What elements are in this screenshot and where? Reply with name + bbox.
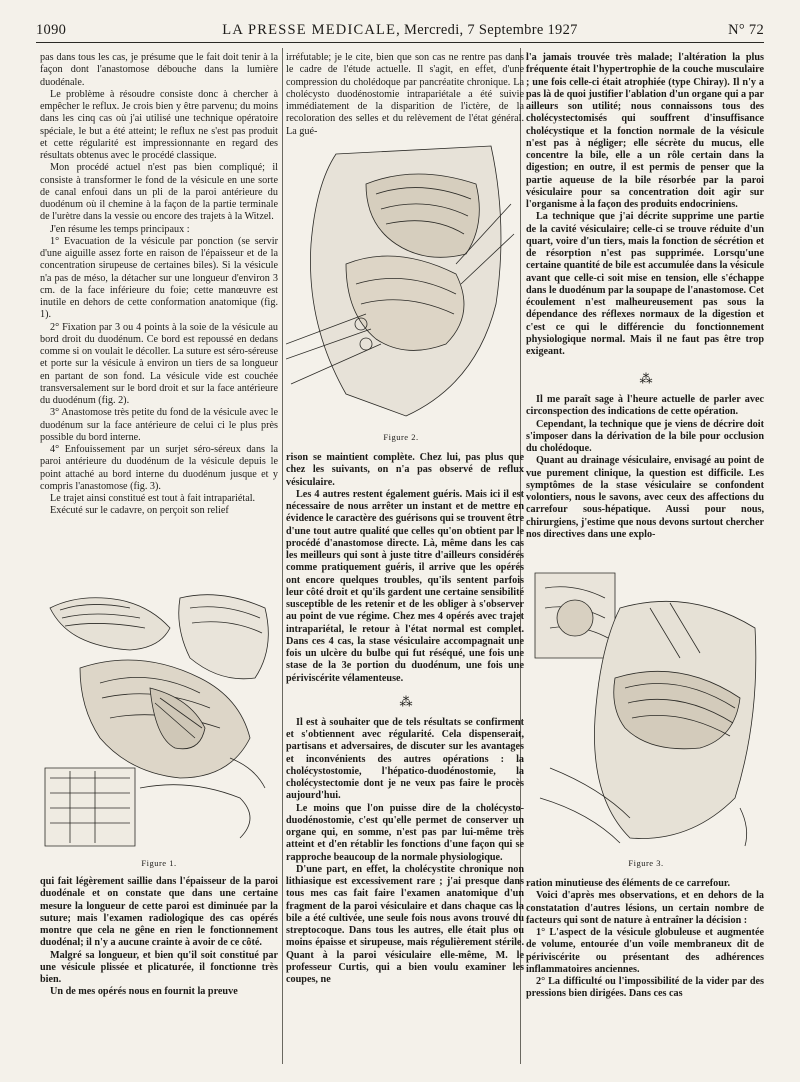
paragraph: ration minutieuse des éléments de ce carrefour. <box>526 878 730 889</box>
paragraph: pas dans tous les cas, je présume que le fait doit tenir à la façon dont l'anastomose débouche dans la lumière duodénale. <box>40 52 278 88</box>
paragraph: Le moins que l'on puisse dire de la cholécysto-duodénostomie, c'est qu'elle permet de conserver un organe qui, en somme, n'est pas par lui-même très atteint et d'en rétablir les fonctions d'une façon qui se rapproche beaucoup de la normale physiologique. <box>286 802 524 863</box>
paragraph: La technique que j'ai décrite supprime une partie de la cavité vésiculaire; celle-ci se trouve réduite d'un quart, voire d'un tiers, mais la fonction de sécrétion et de résorption n'est pas supprimée. Lorsqu'une certaine quantité de bile est accumulée dans la vésicule avant que celle-ci soit mise en tension, elle s'échappe dans le duodénum par la soupape de l'anastomose. Cet écoulement n'est malheureusement pas sous la dépendance des réflexes normaux de la digestion et c'est ce qui le différencie du fonctionnement physiologique normal. Mais il ne faut pas être trop exigeant. <box>526 211 764 357</box>
column-3-separator <box>526 370 764 390</box>
paragraph: 3° Anastomose très petite du fond de la vésicule avec le duodénum sur la face antérieure de celui ci le plus près possible du bord interne. <box>40 407 278 443</box>
running-header <box>36 18 764 40</box>
paragraph: 2° Fixation par 3 ou 4 points à la soie de la vésicule au bord droit du duodénum. Ce bord est repoussé en dedans comme si on voulait le décoller. La suture est séro-séreuse et porte sur la vésicule à environ un tiers de sa longueur en partant de son fond. La vésicule vide est couchée transversalement sur le bord droit et sur la face antérieure du duodénum (fig. 2). <box>40 321 278 406</box>
issue-date: , Mercredi, 7 Septembre 1927 <box>396 22 578 38</box>
paragraph: Il est à souhaiter que de tels résultats se confirment et s'obtiennent avec régularité. Cela dispenserait, partisans et adversaires, de discuter sur les avantages et inconvénients des autres opérations : la cholécystostomie, l'hépatico-duodénostomie, la cholécystectomie dont je ne veux pas faire le procès aujourd'hui. <box>286 716 524 802</box>
journal-title: LA PRESSE MEDICALE <box>222 22 397 38</box>
paragraph: Il me paraît sage à l'heure actuelle de parler avec circonspection des indications de cette opération. <box>526 394 764 418</box>
paragraph: irréfutable; je le cite, bien que son cas ne rentre pas dans le cadre de l'étude actuelle. Il s'agit, en effet, d'une compression du cholédoque par pancréatite chronique. La cholécysto duodénostomie intrapariétale a été suivie immédiatement de la disparition de l'ictère, de la recoloration des selles et du relèvement de l'état général. La gué- <box>286 52 524 137</box>
figure-1-illustration <box>40 588 278 850</box>
column-3-top-text <box>526 52 764 368</box>
paragraph: Malgré sa longueur, et bien qu'il soit constitué par une vésicule plissée et plicaturée, il fonctionne très bien. <box>40 949 278 985</box>
section-separator: ⁂ <box>399 693 411 709</box>
paragraph: 1° Evacuation de la vésicule par ponction (se servir d'une aiguille assez forte en raison de l'épaisseur et de la concentration sirupeuse de certaines biles). Si la vésicule n'a pas de méso, la détacher sur une longueur d'environ 3 cm. de la face inférieure du foie; cette manœuvre est inutile en dehors de cette conformation anatomique (fig. 1). <box>40 235 278 321</box>
figure-2-illustration <box>286 144 516 426</box>
paragraph: qui fait légèrement saillie dans l'épaisseur de la paroi duodénale et on constate que dans une certaine mesure la longueur de cette paroi est diminuée par la suture; mais l'examen radiologique des cas opérés montre que cela ne gêne en rien le fonctionnement duodénal; il n'y a aucune crainte à avoir de ce côté. <box>40 876 278 949</box>
column-2-bottom-text <box>286 452 524 1072</box>
paragraph: l'a jamais trouvée très malade; l'altération la plus fréquente était l'hypertrophie de la couche musculaire ; une fois celle-ci était atrophiée (type Chiray). Il n'y a pas là de quoi justifier l'ablation d'un organe qui a par ailleurs son utilité; nous connaissons tous des cholécystectomisés qui souffrent d'insuffisance cholécystique et la fonction normale de la vésicule n'est pas à négliger; elle sécrète du mucus, elle concentre la bile, elle a un rôle certain dans la digestion; en outre, il est permis de penser que la partie aqueuse de la bile résorbée par la paroi vésiculaire pour sa concentration doit agir sur l'organisme à la façon des produits endocriniens. <box>526 52 764 210</box>
paragraph: Quant au drainage vésiculaire, envisagé au point de vue purement clinique, la question est difficile. Les symptômes de la stase vésiculaire se confondent volontiers, nous le savons, avec ceux des affections du carrefour sous-hépatique. Aussi pour nous, chirurgiens, j'estime que nous devons surtout chercher nos directives dans une explo- <box>526 455 764 540</box>
column-1-bottom-text <box>40 876 278 1071</box>
paragraph: 4° Enfouissement par un surjet séro-séreux dans la paroi antérieure du duodénum de la vésicule depuis le point attaché au bord interne du duodénum jusque et y compris l'anastomose (fig. 3). <box>40 444 278 492</box>
page-number: 1090 <box>36 22 67 38</box>
column-2-top-text <box>286 52 524 142</box>
figure-1-caption: Figure 1. <box>141 858 177 868</box>
paragraph: D'une part, en effet, la cholécystite chronique non lithiasique est excessivement rare ; j'ai presque dans tous mes cas fait faire l'examen anatomique d'un fragment de la paroi vésiculaire et dans chaque cas la bile a été cultivée, une seule fois nous avons trouvé du streptocoque. Dans tous les autres, elle était plus ou moins épaisse et sirupeuse, mais régulièrement stérile. Quant à la paroi vésiculaire elle-même, M. le professeur Curtis, qui a bien voulu examiner les coupes, ne <box>286 863 524 985</box>
paragraph: Mon procédé actuel n'est pas bien compliqué; il consiste à transformer le fond de la vésicule en une sorte de canal enfoui dans un pli de la paroi antérieure du duodénum où il chemine à la façon de la partie terminale de l'urètre dans la vessie ou encore des trajets à la Witzel. <box>40 162 278 223</box>
figure-2-caption: Figure 2. <box>383 432 419 442</box>
column-3-bottom-text <box>526 878 764 1072</box>
issue-number: N° 72 <box>728 22 764 38</box>
column-1-text <box>40 52 278 587</box>
paragraph: Le trajet ainsi constitué est tout à fait intrapariétal. <box>50 493 256 504</box>
paragraph: Un de mes opérés nous en fournit la preuve <box>50 986 238 998</box>
figure-3-caption: Figure 3. <box>628 858 664 868</box>
paragraph: 2° La difficulté ou l'impossibilité de la vider par des pressions bien dirigées. Dans ces cas <box>526 976 764 1000</box>
paragraph: Cependant, la technique que je viens de décrire doit s'imposer dans la dérivation de la bile pour occlusion du cholédoque. <box>526 418 764 454</box>
figure-3-illustration <box>530 568 762 850</box>
paragraph: Les 4 autres restent également guéris. Mais ici il est nécessaire de nous arrêter un instant et de mettre en évidence le caractère des guérisons qui se trouvent être d'une tout autre qualité que celles qu'on obtient par le procédé d'anastomose directe. Là, même dans les cas les meilleurs qui sont à juste titre d'ailleurs considérés comme pratiquement guéris, il arrive que les opérés ont encore quelques troubles, qu'ils sentent parfois leur côté droit et qu'ils gardent une certaine sensibilité susceptible de les retenir et de les obliger à s'observer au point de vue régime. Chez mes 4 opérés avec trajet intrapariétal, le retour à l'état normal est complet. Dans ces 4 cas, la stase vésiculaire accompagnait une fois un ulcère du bulbe qui fut réséqué, une fois une stase de la 3e portion du duodénum, une fois une périviscérite vélamenteuse. <box>286 488 524 684</box>
header-rule <box>36 42 764 43</box>
paragraph: Le problème à résoudre consiste donc à chercher à empêcher le reflux. Je crois bien y être parvenu; du moins dans les cinq cas où j'ai utilisé une technique opératoire spéciale, le but a été atteint; le reflux ne s'est pas produit et cette régularité est impressionnante en regard des résultats obtenus avec le procédé classique. <box>40 88 278 161</box>
paragraph: 1° L'aspect de la vésicule globuleuse et augmentée de volume, entourée d'un voile membraneux dit de périviscérite ou présentant des adhérences inflammatoires anciennes. <box>526 927 764 975</box>
paragraph: Exécuté sur le cadavre, on perçoit son relief <box>50 505 229 517</box>
section-separator: ⁂ <box>639 371 651 386</box>
column-divider <box>282 48 283 1064</box>
paragraph: rison se maintient complète. Chez lui, pas plus que chez les suivants, on n'a pas observé de reflux vésiculaire. <box>286 452 524 488</box>
paragraph: J'en résume les temps principaux : <box>50 223 190 235</box>
masthead <box>36 22 764 39</box>
column-3-mid-text <box>526 394 764 562</box>
paragraph: Voici d'après mes observations, et en dehors de la constatation d'autres lésions, un certain nombre de facteurs qui sont de nature à entraîner la décision : <box>526 890 764 926</box>
